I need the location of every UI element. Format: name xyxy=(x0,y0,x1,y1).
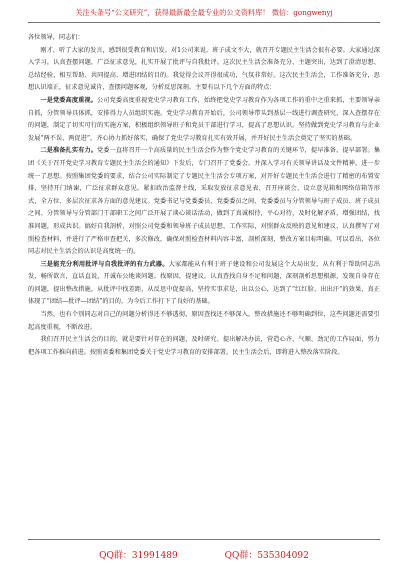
section-three-text: 大家都能从有利于班子建设和公司发展这个大局出发，从有利于帮助同志出发，畅所欲言，直话直说，开诚布公地谈问题。找原因，提建议。认真查找自身不足和问题，深刻剖析思想根源，发现自身存在的问题，提出整改措施，从批评中找差距，从反思中促提高，坚持实事求是，出以公心，达到了“红红脸、出出汗”的效果，真正体现了“团结—批评—团结”的目的，为今后工作打下了良好的基础。 xyxy=(28,260,381,306)
salutation: 各位领导，同志们： xyxy=(28,34,84,41)
purpose-paragraph: 我们召开民主生活会的目的，就是要针对存在的问题，及时研究、提出解决办法，营造心齐、气顺、劲足的工作局面，努力把各项工作推向前进。按照省委和集团党委关于党史学习教育的安排部署，民主生活会后，即将进入整改落实阶段。 xyxy=(28,336,380,356)
section-three-heading: 三是能充分利用批评与自我批评的有力武器。 xyxy=(40,260,169,268)
footer-divider xyxy=(28,539,380,540)
qq-group-2 xyxy=(225,551,309,561)
section-one-text: 公司党委高度重视党史学习教育工作，始终把党史学习教育作为各项工作的重中之重来抓，主要领导亲自抓，分管领导具体抓，安排得力人员组织实施。党史学习教育开始后，公司领导带头到基层一线进行调查研究，深入查摆存在的问题，制定了切实可行的实施方案，积极组织领导班子和党员干部进行学习，提高了思想认识。坚持做到党史学习教育与企业发展“两不误、两促进”，齐心协力抓好落实，确保了党史学习教育扎实有效开展，并开好民主生活会奠定了坚实的基础。 xyxy=(28,96,381,142)
section-one-paragraph xyxy=(28,95,380,145)
footer-banner xyxy=(0,548,408,561)
section-one-heading: 一是党委高度重视。 xyxy=(40,96,98,104)
qq-group-1-number: 31991489 xyxy=(131,551,178,561)
shortcomings-paragraph: 当然，也有个别同志对自己的问题分析得还不够透彻，原因查找还不够深入，整改措施还不够明确到位，这些问题还需要引起高度重视，不断改进。 xyxy=(28,311,380,331)
header-divider xyxy=(28,22,380,23)
qq-group-2-number: 535304092 xyxy=(257,551,309,561)
qq-group-1 xyxy=(99,551,178,561)
section-two-text: 党委一直将召开一个高质量的民主生活会作为整个党史学习教育的关键环节，提早准备，提早部署。集团《关于召开党史学习教育专题民主生活会的通知》下发后，专门召开了党委会，并深入学习有关领导讲话及文件精神，进一步统一了思想。按照集团党委的要求，结合公司实际制定了专题民主生活会专项方案，对开好专题民主生活会进行了精密的布置安排，坚持开门纳谏，广泛征求群众意见。紧扣政治监督主线，采取发放征求意见表、召开座谈会、设立意见箱和网络信箱等形式，全方位、多层次征求各方面的意见建议。党委书记与党委委员、党委委员之间、党委委员与分管领导与班子成员、班子成员之间、分管领导与分管部门干部职工之间广泛开展了谈心谈话活动，做到了真诚相待，平心对待，及时化解矛盾，增强团结，找准问题，形成共识。搞好自我剖析，对照公司党委和领导班子成员思想、工作实际，对照群众反映的意见和建议，认真撰写了对照检查材料，并进行了严格审查把关，多次修改，确保对照检查材料内容丰富，剖析深刻，整改方案目标明确。可以看出，各位同志对民主生活会的认识是高度统一的。 xyxy=(28,147,381,256)
document-body xyxy=(28,32,380,359)
section-three-paragraph xyxy=(28,259,380,309)
qq-group-2-label: QQ群： xyxy=(224,551,258,561)
section-two-paragraph xyxy=(28,145,380,258)
header-banner: 关注头条号“公文研究”，获得最新最全最专业的公文资料库！ 微信：gongwenyj xyxy=(75,8,333,17)
section-two-heading: 二是准备扎实有力。 xyxy=(40,147,98,155)
qq-group-1-label: QQ群： xyxy=(99,551,132,561)
intro-paragraph: 刚才，听了大家的发言，感到很受教育和启发。对1公司来说，班子成文不大，就召开专题民主生活会很有必要。大家通过深入学习，认真查摆问题，广泛征求意见，扎实开展了批评与自我批评。这次民主生活会准备充分、主题突出，达到了澄清思想、总结经验、相互帮助、共同提高、增进团结的目的。我觉得会议开得很成功，气氛非常好。这次民主生活会，工作准备充分，思想认识端正，征求意见诚肯，查摆问题客观，分析反思深刻。主要有以下几个方面的特点： xyxy=(28,46,380,92)
